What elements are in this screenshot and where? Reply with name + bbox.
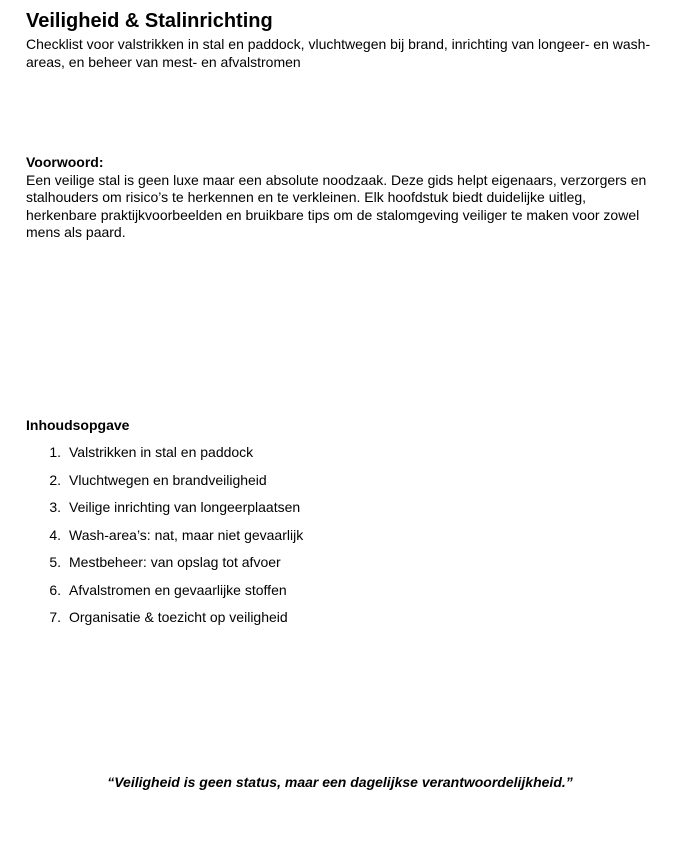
toc-item-number: 2. [49,471,61,488]
page-subtitle: Checklist voor valstrikken in stal en paddock, vluchtwegen bij brand, inrichting van longeer- en wash-areas, en beheer van mest- en afvalstromen [26,36,651,70]
toc-item-number: 4. [49,526,61,543]
toc-item-number: 6. [49,581,61,598]
toc-list [26,443,656,636]
foreword-text: Een veilige stal is geen luxe maar een absolute noodzaak. Deze gids helpt eigenaars, verzorgers en stalhouders om risico’s te herkennen en te verkleinen. Elk hoofdstuk biedt duidelijke uitleg, herkenbare praktijkvoorbeelden en bruikbare tips om de stalomgeving veiliger te maken voor zowel mens als paard. [26,171,647,240]
toc-item-label: Vluchtwegen en brandveiligheid [69,471,267,488]
toc-item-label: Mestbeheer: van opslag tot afvoer [69,554,281,570]
toc-heading: Inhoudsopgave [26,417,130,433]
toc-item-label: Veilige inrichting van longeerplaatsen [69,499,301,515]
toc-item-label: Afvalstromen en gevaarlijke stoffen [69,581,287,598]
toc-item-number: 7. [49,609,61,625]
toc-item-number: 1. [49,444,61,460]
toc-item-1 [26,443,656,471]
toc-item-label: Wash-area’s: nat, maar niet gevaarlijk [69,526,304,543]
toc-item-7 [26,608,656,636]
foreword-section [26,154,656,242]
foreword-heading: Voorwoord: [26,154,104,170]
toc-item-3 [26,498,656,526]
toc-item-number: 5. [49,554,61,570]
closing-quote: “Veiligheid is geen status, maar een dagelijkse verantwoordelijkheid.” [107,774,573,790]
toc-item-2 [26,471,656,499]
toc-item-number: 3. [49,499,61,515]
toc-item-5 [26,553,656,581]
toc-item-label: Valstrikken in stal en paddock [69,444,254,460]
table-of-contents [26,416,656,636]
toc-item-6 [26,581,656,609]
page-title: Veiligheid & Stalinrichting [26,10,273,32]
toc-item-4 [26,526,656,554]
toc-item-label: Organisatie & toezicht op veiligheid [69,609,288,625]
